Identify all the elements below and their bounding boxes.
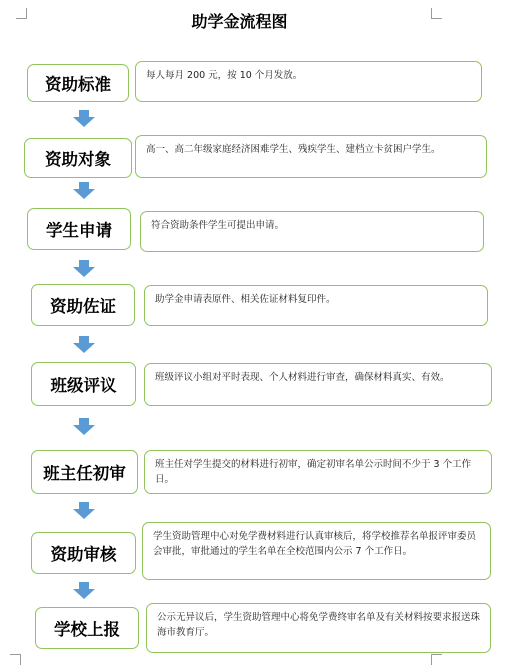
down-arrow-icon-7	[72, 582, 96, 599]
step-box-3	[27, 208, 131, 250]
down-arrow-icon-2	[72, 182, 96, 199]
desc-text-7: 学生资助管理中心对免学费材料进行认真审核后，将学校推荐名单报评审委员会审批，审批通过的学生名单在全校范围内公示 7 个工作日。	[153, 531, 477, 557]
step-label-1: 资助标准	[45, 75, 111, 94]
step-label-8: 学校上报	[54, 620, 120, 639]
desc-text-4: 助学金申请表原件、相关佐证材料复印件。	[155, 294, 336, 305]
page-title: 助学金流程图	[191, 12, 288, 31]
desc-text-8: 公示无异议后，学生资助管理中心将免学费终审名单及有关材料按要求报送珠海市教育厅。	[157, 612, 481, 638]
desc-box-7	[142, 522, 491, 580]
step-label-2: 资助对象	[45, 150, 111, 169]
down-arrow-icon-1	[72, 110, 96, 127]
crop-mark-bottom-right	[431, 654, 442, 665]
desc-box-5	[144, 363, 492, 406]
step-box-5	[31, 362, 136, 406]
desc-box-2	[135, 135, 487, 178]
step-box-8	[35, 607, 139, 649]
step-box-4	[31, 284, 135, 326]
desc-text-6: 班主任对学生提交的材料进行初审，确定初审名单公示时间不少于 3 个工作日。	[155, 459, 472, 485]
step-box-2	[24, 138, 132, 178]
desc-text-2: 高一、高二年级家庭经济困难学生、残疾学生、建档立卡贫困户学生。	[146, 144, 441, 155]
step-box-7	[31, 532, 136, 574]
step-label-6: 班主任初审	[43, 464, 126, 483]
desc-text-3: 符合资助条件学生可提出申请。	[151, 220, 285, 231]
down-arrow-icon-5	[72, 418, 96, 435]
desc-box-6	[144, 450, 492, 494]
down-arrow-icon-4	[72, 336, 96, 353]
desc-text-5: 班级评议小组对平时表现、个人材料进行审查，确保材料真实、有效。	[155, 372, 450, 383]
step-label-4: 资助佐证	[50, 297, 116, 316]
desc-box-8	[146, 603, 491, 653]
down-arrow-icon-3	[72, 260, 96, 277]
crop-mark-bottom-left	[10, 654, 21, 665]
desc-text-1: 每人每月 200 元，按 10 个月发放。	[146, 70, 303, 81]
step-label-5: 班级评议	[50, 376, 117, 395]
step-box-6	[31, 450, 138, 494]
step-label-3: 学生申请	[46, 221, 112, 240]
desc-box-1	[135, 61, 482, 102]
desc-box-4	[144, 285, 488, 326]
desc-box-3	[140, 211, 484, 252]
step-label-7: 资助审核	[50, 545, 117, 564]
down-arrow-icon-6	[72, 502, 96, 519]
step-box-1	[27, 64, 129, 102]
